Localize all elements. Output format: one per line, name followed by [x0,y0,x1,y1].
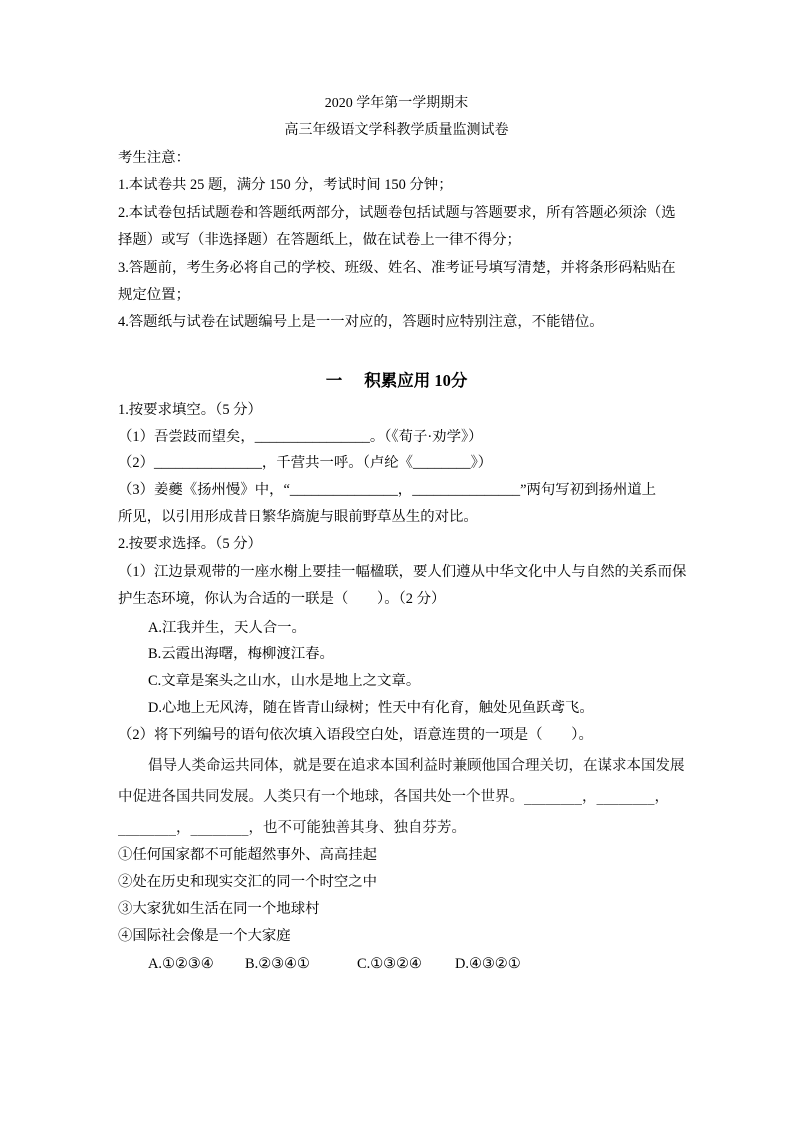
question-2-1-line: （1）江边景观带的一座水榭上要挂一幅楹联，要人们遵从中华文化中人与自然的关系而保 [118,564,687,580]
section-heading [0,369,793,393]
exam-title: 2020 学年第一学期期末 [324,96,469,111]
notice-heading: 考生注意： [118,150,190,166]
section-number: 一 [325,371,343,390]
option-d: D.心地上无风涛，随在皆青山绿树；性天中有化育，触处见鱼跃鸢飞。 [148,700,594,716]
sentence-4: ④国际社会像是一个大家庭 [118,928,291,944]
question-1-line: （2）_______________，千营共一呼。（卢纶《________》） [118,455,493,471]
answer-choices [0,954,793,974]
sentence-2: ②处在历史和现实交汇的同一个时空之中 [118,874,378,890]
passage-line: 中促进各国共同发展。人类只有一个地球，各国共处一个世界。________，________， [118,789,669,805]
question-1-prompt: 1.按要求填空。（5 分） [118,402,262,418]
notice-line: 3.答题前，考生务必将自己的学校、班级、姓名、准考证号填写清楚，并将条形码粘贴在 [118,260,676,276]
choice-b: B.②③④① [245,956,310,972]
choice-a: A.①②③④ [148,956,214,972]
option-b: B.云霞出海曙，梅柳渡江春。 [148,646,334,662]
section-title: 积累应用 10分 [364,371,468,390]
question-1-line: （3）姜夔《扬州慢》中，“_______________，_______________”两句写初到扬州道上 [118,482,657,498]
question-1-line: （1）吾尝跂而望矣，________________。（《荀子·劝学》） [118,429,483,445]
question-1-line: 所见，以引用形成昔日繁华旖旎与眼前野草丛生的对比。 [118,509,478,525]
question-2-1-line: 护生态环境，你认为合适的一联是（ ）。（2 分） [118,591,446,607]
option-a: A.江我并生，天人合一。 [148,620,306,636]
notice-line: 1.本试卷共 25 题，满分 150 分，考试时间 150 分钟； [118,177,453,193]
exam-subtitle: 高三年级语文学科教学质量监测试卷 [284,123,509,138]
notice-line: 择题）或写（非选择题）在答题纸上，做在试卷上一律不得分； [118,232,521,248]
passage-line: 倡导人类命运共同体，就是要在追求本国利益时兼顾他国合理关切，在谋求本国发展 [148,758,685,774]
notice-line: 4.答题纸与试卷在试题编号上是一一对应的，答题时应特别注意，不能错位。 [118,314,604,330]
choice-d: D.④③②① [455,956,521,972]
question-2-prompt: 2.按要求选择。（5 分） [118,536,262,552]
notice-line: 2.本试卷包括试题卷和答题纸两部分，试题卷包括试题与答题要求，所有答题必须涂（选 [118,205,676,221]
passage-line: ________，________，也不可能独善其身、独自芬芳。 [118,820,466,836]
question-2-2-prompt: （2）将下列编号的语句依次填入语段空白处，语意连贯的一项是（ ）。 [118,727,593,743]
notice-line: 规定位置； [118,287,190,303]
sentence-3: ③大家犹如生活在同一个地球村 [118,901,320,917]
choice-c: C.①③②④ [357,956,422,972]
option-c: C.文章是案头之山水，山水是地上之文章。 [148,673,421,689]
sentence-1: ①任何国家都不可能超然事外、高高挂起 [118,847,378,863]
